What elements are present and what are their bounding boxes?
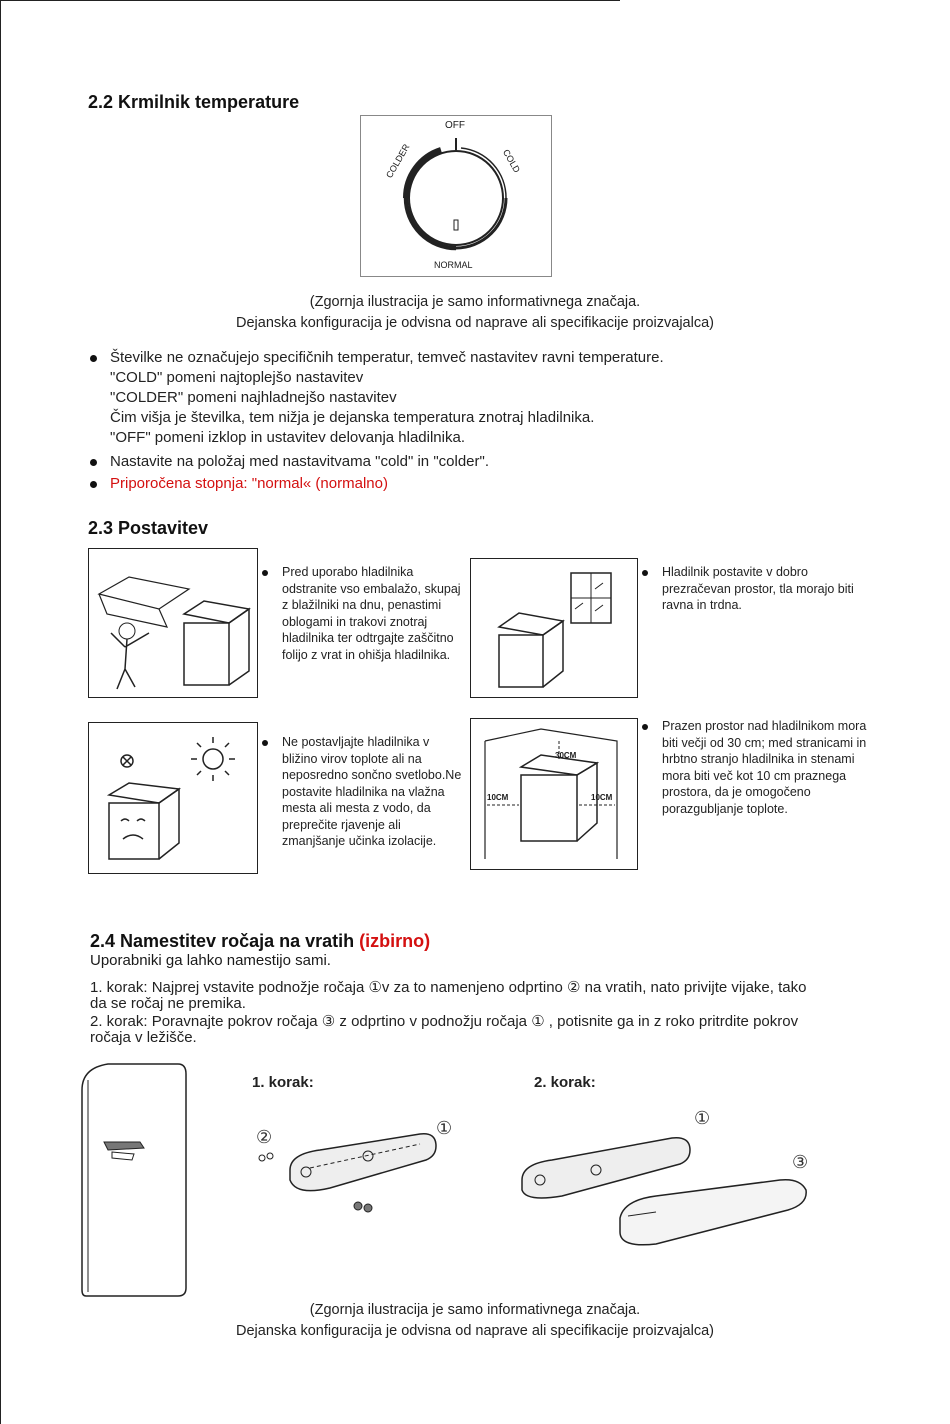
bullet-dot <box>90 355 97 362</box>
unpacking-illustration <box>88 548 258 698</box>
step2-body: Poravnajte pokrov ročaja ③ z odprtino v podnožju ročaja ① , potisnite ga in z roko pritrdite pokrov ročaja v ležišče. <box>90 1013 799 1046</box>
bullet-dot <box>262 740 268 746</box>
cold-meaning-line: "COLD" pomeni najtoplejšo nastavitev <box>110 369 364 386</box>
handle-base-step1-illustration <box>250 1110 453 1220</box>
figure-step2-label: 2. korak: <box>534 1074 596 1091</box>
heat-source-illustration <box>88 722 258 874</box>
bullet-dot <box>642 570 648 576</box>
section-2-4-title <box>90 931 430 952</box>
bullet-dot <box>642 724 648 730</box>
bullet-dot <box>90 481 97 488</box>
page-border-left <box>0 0 1 1424</box>
handle-caption-line2: Dejanska konfiguracija je odvisna od naprave ali specifikacije proizvajalca) <box>236 1323 714 1339</box>
colder-meaning-line: "COLDER" pomeni najhladnejšo nastavitev <box>110 389 397 406</box>
ventilated-room-illustration <box>470 558 638 698</box>
recommended-setting-bullet: Priporočena stopnja: "normal« (normalno) <box>90 474 890 494</box>
marker-1-step1: ① <box>436 1118 453 1138</box>
handle-cover-step2-illustration <box>516 1120 826 1270</box>
clearance-note: Prazen prostor nad hladilnikom mora biti večji od 30 cm; med stranicami in hrbtno stranjo hladilnika in stenami mora biti več kot 10 cm praznega prostora, da je omogočeno porazgubljanje toplote. <box>642 718 872 817</box>
section-2-4-title-main: 2.4 Namestitev ročaja na vratih <box>90 931 355 951</box>
dial-cold-label: COLD <box>500 147 523 175</box>
unpacking-note: Pred uporabo hladilnika odstranite vso embalažo, skupaj z blažilniki na dnu, penastimi oblogami in trakovi znotraj hladilnika ter odtrgajte zaščitno folijo z vrat in ohišja hladilnika. <box>262 564 462 663</box>
dial-colder-label: COLDER <box>384 142 412 180</box>
dial-off-label: OFF <box>445 120 465 131</box>
ventilated-room-note: Hladilnik postavite v dobro prezračevan prostor, tla morajo biti ravna in trdna. <box>642 564 872 614</box>
temperature-bullet-2: Nastavite na položaj med nastavitvama "cold" in "colder". <box>90 452 890 472</box>
bullet-dot <box>90 459 97 466</box>
clearance-top-label: 30CM <box>555 751 577 760</box>
off-meaning-line: "OFF" pomeni izklop in ustavitev delovanja hladilnika. <box>110 429 465 446</box>
figure-step1-label: 1. korak: <box>252 1074 314 1091</box>
fridge-door-illustration <box>78 1060 190 1300</box>
temperature-bullet-1: Številke ne označujejo specifičnih temperatur, temveč nastavitev ravni temperature. <box>90 348 890 368</box>
section-2-3-title: 2.3 Postavitev <box>88 518 209 538</box>
section-2-2-title: 2.2 Krmilnik temperature <box>88 92 300 112</box>
dial-caption-line2: Dejanska konfiguracija je odvisna od naprave ali specifikacije proizvajalca) <box>236 315 714 331</box>
clearance-left-label: 10CM <box>487 793 509 802</box>
handle-intro: Uporabniki ga lahko namestijo sami. <box>90 952 331 969</box>
marker-2-step1: ② <box>256 1127 273 1147</box>
step1-label: 1. korak: <box>90 979 148 996</box>
thermostat-dial-figure <box>360 115 552 277</box>
bullet-dot <box>262 570 268 576</box>
step2-label: 2. korak: <box>90 1013 148 1030</box>
marker-3-step2: ③ <box>792 1152 809 1172</box>
section-2-4-title-optional: (izbirno) <box>359 931 431 951</box>
step1-body: Najprej vstavite podnožje ročaja ①v za to namenjeno odprtino ② na vratih, nato privijte vijake, tako da se ročaj ne premika. <box>90 979 807 1012</box>
handle-caption-line1: (Zgornja ilustracija je samo informativnega značaja. <box>309 1302 641 1318</box>
marker-1-step2: ① <box>694 1108 711 1128</box>
dial-caption-line1: (Zgornja ilustracija je samo informativnega značaja. <box>309 294 641 310</box>
higher-number-line: Čim višja je številka, tem nižja je dejanska temperatura znotraj hladilnika. <box>110 409 595 426</box>
handle-step2-text <box>90 1014 810 1046</box>
clearance-right-label: 10CM <box>591 793 613 802</box>
handle-step1-text <box>90 980 810 1012</box>
clearance-illustration <box>470 718 638 870</box>
dial-normal-label: NORMAL <box>434 260 473 270</box>
heat-source-note: Ne postavljajte hladilnika v bližino virov toplote ali na neposredno sončno svetlobo.Ne postavite hladilnika na vlažna mesta ali mesta z vodo, da preprečite rjavenje ali zmanjšanje učinka izolacije. <box>262 734 462 850</box>
page-border-top <box>0 0 620 1</box>
thermostat-dial-drawing <box>361 116 551 276</box>
